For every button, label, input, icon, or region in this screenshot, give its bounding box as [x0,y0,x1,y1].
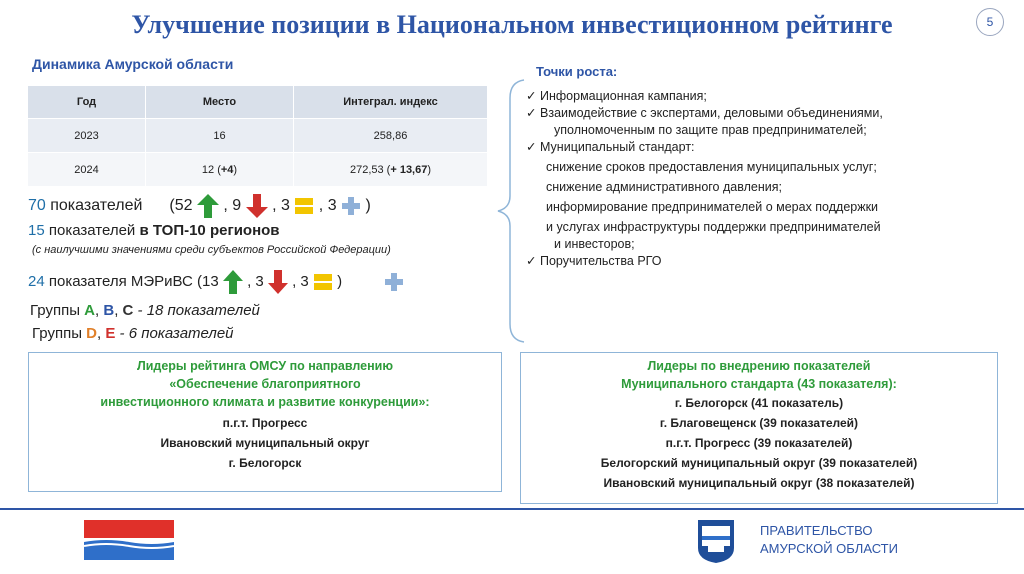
groups-abc: Группы А, В, С - 18 показателей [30,302,260,319]
groups-prefix: Группы [32,325,87,342]
index-delta: + 13,67 [390,163,428,176]
total-equal-value: , 3 [272,197,290,215]
leaders-right-box [520,352,998,504]
coat-of-arms-icon [694,518,738,564]
check-icon: ✓ [526,140,537,154]
groups-de: Группы D, Е - 6 показателей [32,325,234,342]
leaders-right-title: Лидеры по внедрению показателей Муниципального стандарта (43 показателя): [621,359,897,391]
col-index-header: Интеграл. индекс [294,86,488,119]
page-title: Улучшение позиции в Национальном инвестиционном рейтинге [131,10,893,39]
table-row [28,119,488,153]
top10-label: показателей [44,222,140,239]
list-item: Белогорский муниципальный округ (39 показателей) [600,456,918,470]
check-icon: ✓ [526,254,537,268]
check-icon: ✓ [526,89,537,103]
group-e: Е [105,325,116,342]
list-item: снижение административного давления; [546,180,782,194]
total-plus-value: , 3 [318,197,337,215]
leaders-left-box [28,352,502,492]
list-item: г. Белогорск [228,456,302,470]
groups-abc-suffix: - 18 показателей [133,302,260,319]
page-number: 5 [976,8,1004,36]
place-cell: 12 (+4) [146,153,294,187]
list-item: и инвесторов; [554,237,635,251]
indicators-line-total [28,194,371,218]
dynamics-title: Динамика Амурской области [32,56,234,72]
growth-title: Точки роста: [536,64,618,79]
list-item: снижение сроков предоставления муниципальных услуг; [546,160,877,174]
place-value: 12 ( [201,163,221,176]
dynamics-table [28,86,488,186]
equal-icon [294,196,314,216]
table-row [28,153,488,187]
arrow-down-icon [246,194,268,218]
list-item: г. Благовещенск (39 показателей) [659,416,859,430]
group-a: А [84,302,95,319]
footer-divider [0,508,1024,510]
list-item: ✓ Поручительства РГО [526,254,662,268]
total-label: показателей [45,197,143,215]
list-item: п.г.т. Прогресс (39 показателей) [665,436,853,450]
indicators-line-top10 [28,222,280,239]
government-label: ПРАВИТЕЛЬСТВО АМУРСКОЙ ОБЛАСТИ [760,523,898,556]
year-cell: 2023 [28,119,146,153]
arrow-up-icon [223,270,243,294]
top10-bold: в ТОП-10 регионов [139,222,280,239]
index-value: 272,53 ( [349,163,391,176]
list-item: уполномоченным по защите прав предпринимателей; [554,123,867,137]
index-cell: 272,53 (+ 13,67) [294,153,488,187]
top10-count: 15 [28,222,45,239]
place-delta: +4 [220,163,234,176]
merivs-close: ) [337,272,343,290]
list-item: Ивановский муниципальный округ [160,436,370,450]
groups-de-suffix: - 6 показателей [115,325,234,342]
group-c: С [122,302,134,319]
total-down-value: , 9 [223,197,242,215]
total-up-value: (52 [169,197,193,215]
plus-icon [384,272,404,292]
top10-note: (с наилучшими значениями среди субъектов Российской Федерации) [32,244,391,256]
check-icon: ✓ [526,106,537,120]
group-b: В [103,302,115,319]
merivs-equal-value: , 3 [292,272,309,290]
growth-list [526,88,996,270]
merivs-label: показателя МЭРиВС (13 [44,272,219,290]
plus-icon [341,196,361,216]
list-item: ✓ Муниципальный стандарт: [526,140,695,154]
place-cell: 16 [146,119,294,153]
list-item: и услугах инфраструктуры поддержки предпринимателей [546,220,881,234]
year-cell: 2024 [28,153,146,187]
list-item: информирование предпринимателей о мерах поддержки [546,200,879,214]
leaders-left-title: Лидеры рейтинга ОМСУ по направлению «Обеспечение благоприятного инвестиционного климата и развитие конкуренции»: [100,359,430,409]
merivs-count: 24 [28,272,45,290]
equal-icon [313,272,333,292]
groups-prefix: Группы [30,302,85,319]
indicators-line-merivs [28,270,404,294]
list-item: Ивановский муниципальный округ (38 показателей) [603,476,915,490]
col-place-header: Место [146,86,294,119]
index-cell: 258,86 [294,119,488,153]
arrow-up-icon [197,194,219,218]
flag-icon [84,520,174,560]
total-close: ) [365,197,371,215]
list-item: ✓ Взаимодействие с экспертами, деловыми объединениями, [526,106,883,120]
arrow-down-icon [268,270,288,294]
group-d: D [86,325,97,342]
merivs-down-value: , 3 [247,272,264,290]
list-item: г. Белогорск (41 показатель) [674,396,844,410]
total-count: 70 [28,197,46,215]
list-item: п.г.т. Прогресс [222,416,308,430]
list-item: ✓ Информационная кампания; [526,89,707,103]
col-year-header: Год [28,86,146,119]
table-header-row [28,86,488,119]
brace-divider [496,78,530,344]
